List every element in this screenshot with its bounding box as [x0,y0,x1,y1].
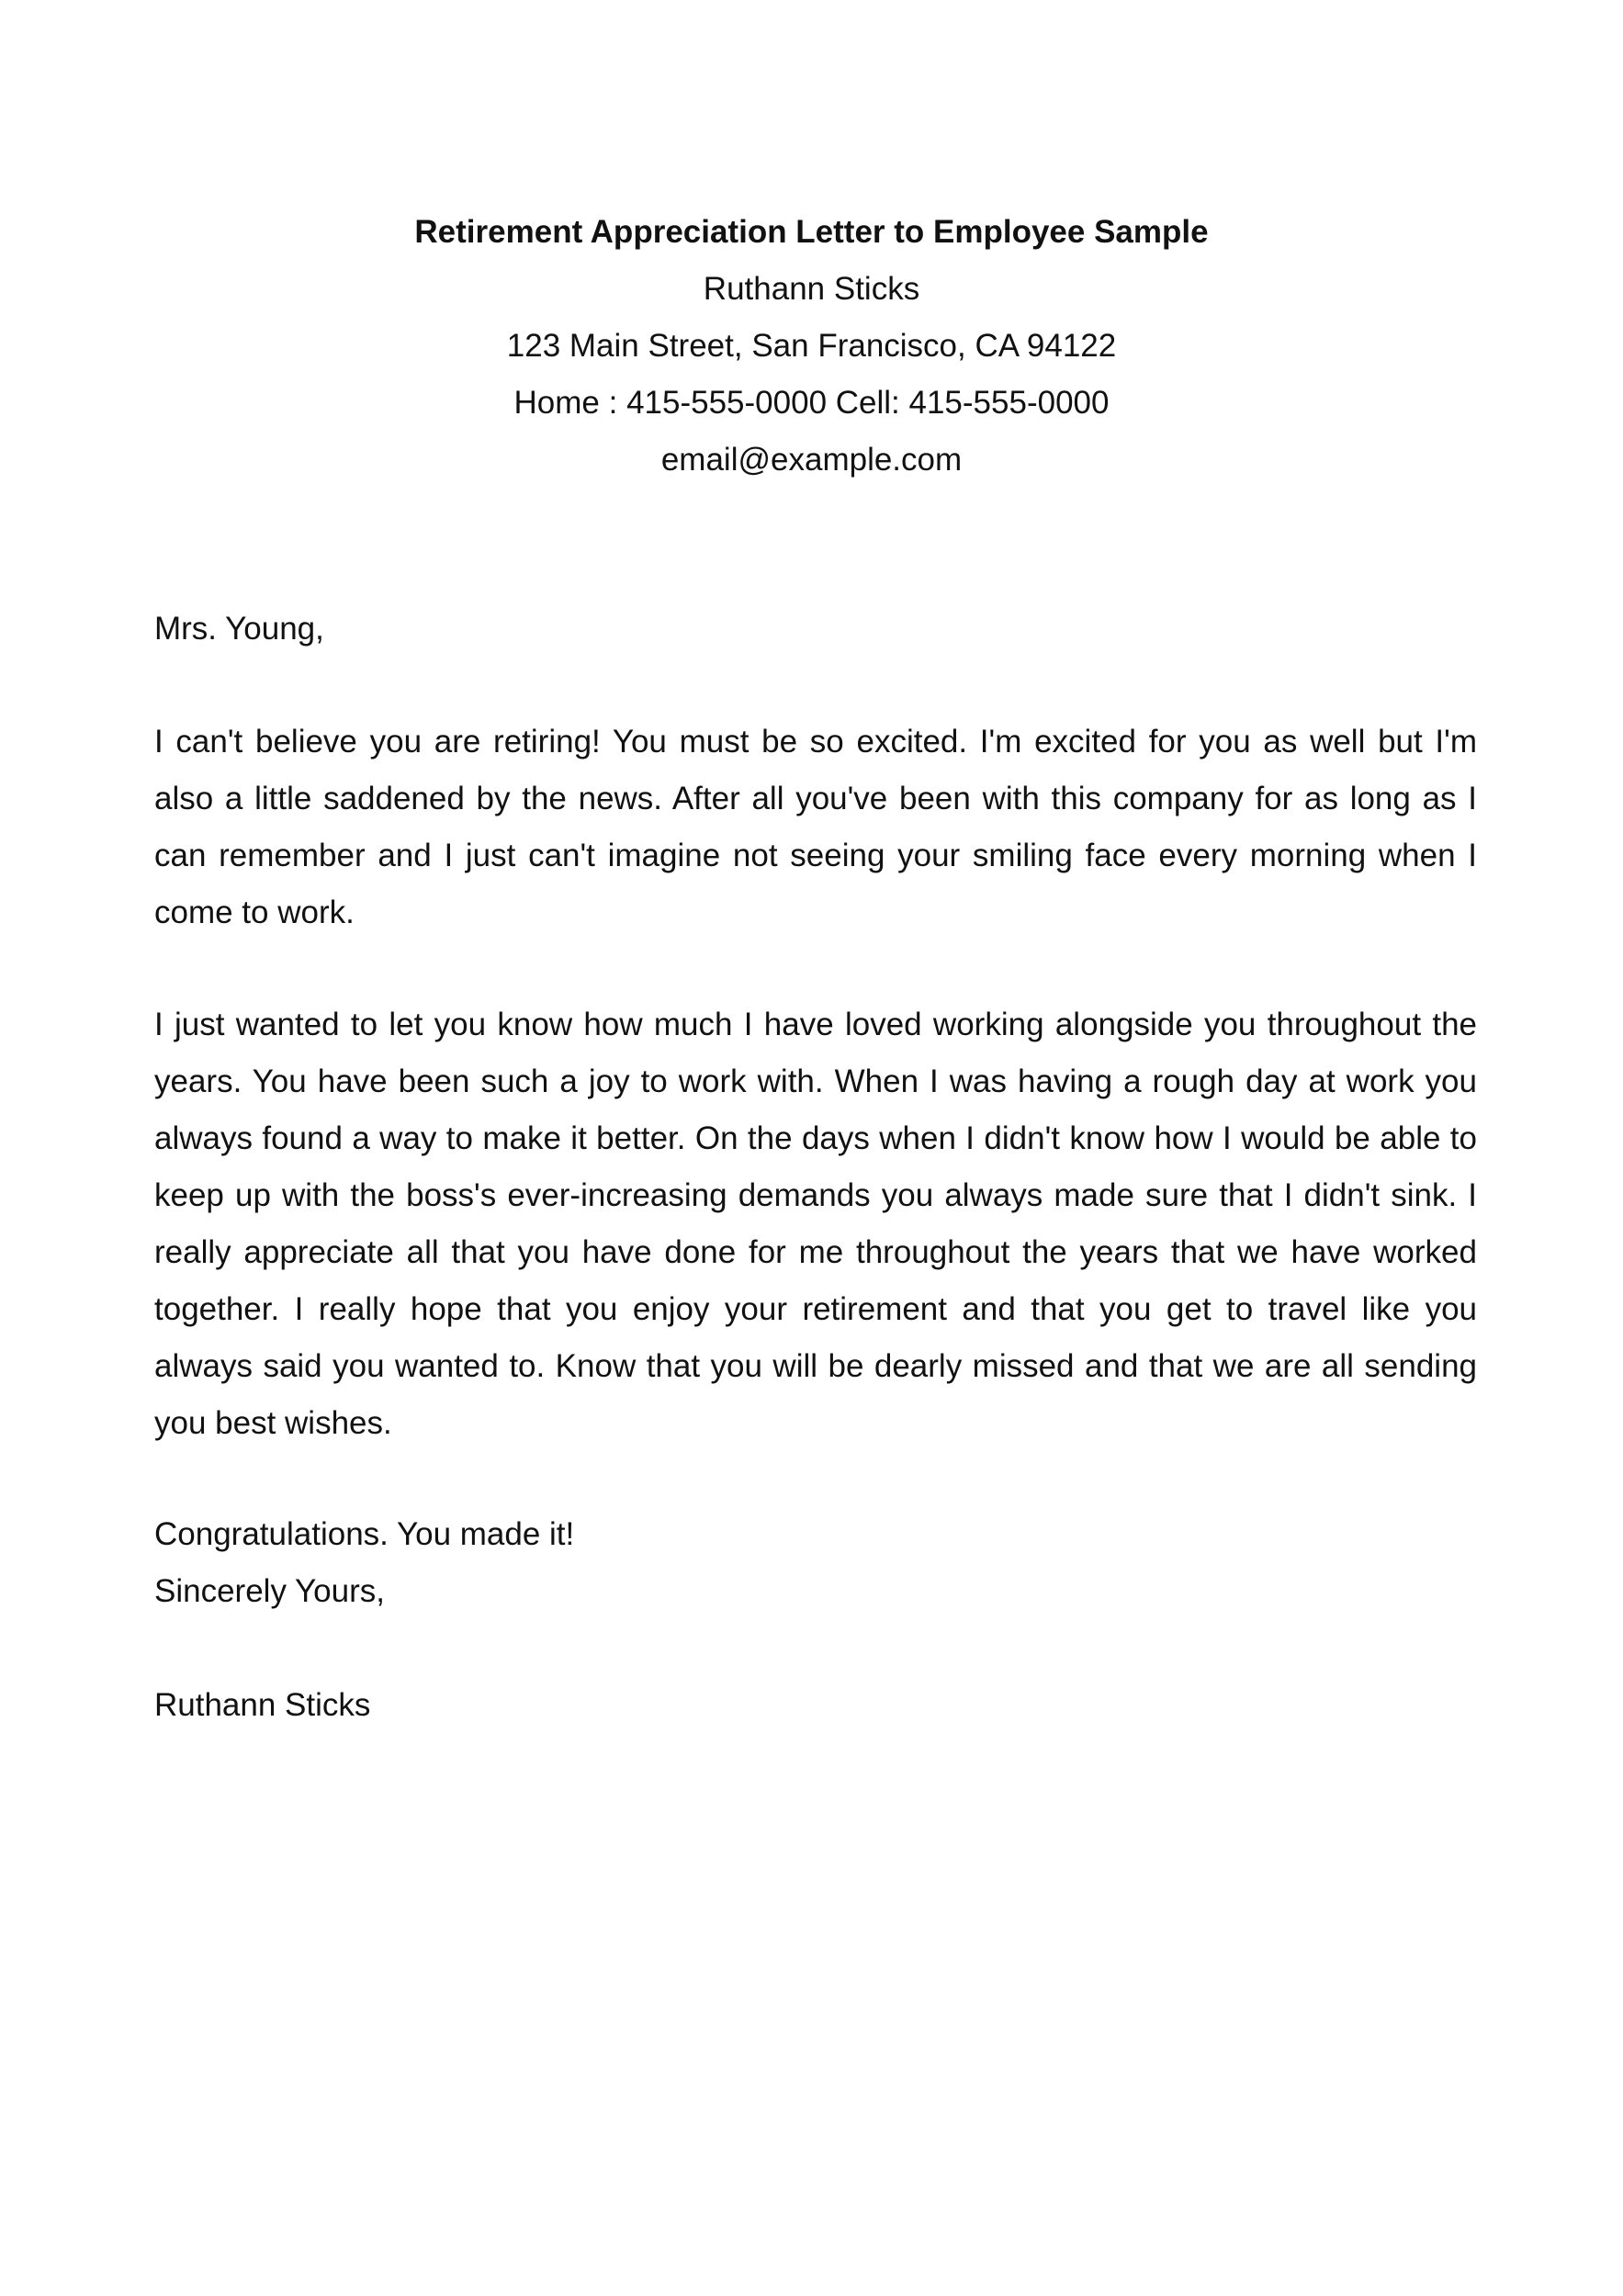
signature-name: Ruthann Sticks [154,1687,371,1723]
sender-name: Ruthann Sticks [703,271,920,307]
sender-address: 123 Main Street, San Francisco, CA 94122 [506,328,1117,364]
sender-phones: Home : 415-555-0000 Cell: 415-555-0000 [513,385,1110,421]
salutation: Mrs. Young, [154,611,324,647]
body-paragraph-1: I can't believe you are retiring! You must be so excited. I'm excited for you as well but I'm also a little saddened by the news. After all you've been with this company for as long as I can remember and I just can't imagine not seeing your smiling face every morning when I come to work. [154,724,1477,930]
closing-line-congratulations: Congratulations. You made it! [154,1516,575,1552]
document-title: Retirement Appreciation Letter to Employee Sample [414,214,1209,250]
closing-block [154,1506,1477,1620]
body-paragraph-2: I just wanted to let you know how much I have loved working alongside you throughout the years. You have been such a joy to work with. When I was having a rough day at work you always found a way to make it better. On the days when I didn't know how I would be able to keep up with the boss's ever-increasing demands you always made sure that I didn't sink. I really appreciate all that you have done for me throughout the years that we have worked together. I really hope that you enjoy your retirement and that you get to travel like you always said you wanted to. Know that you will be dearly missed and that we are all sending you best wishes. [154,1007,1477,1441]
letter-header [0,204,1623,489]
sender-email: email@example.com [660,442,963,478]
closing-line-sincerely: Sincerely Yours, [154,1573,385,1609]
